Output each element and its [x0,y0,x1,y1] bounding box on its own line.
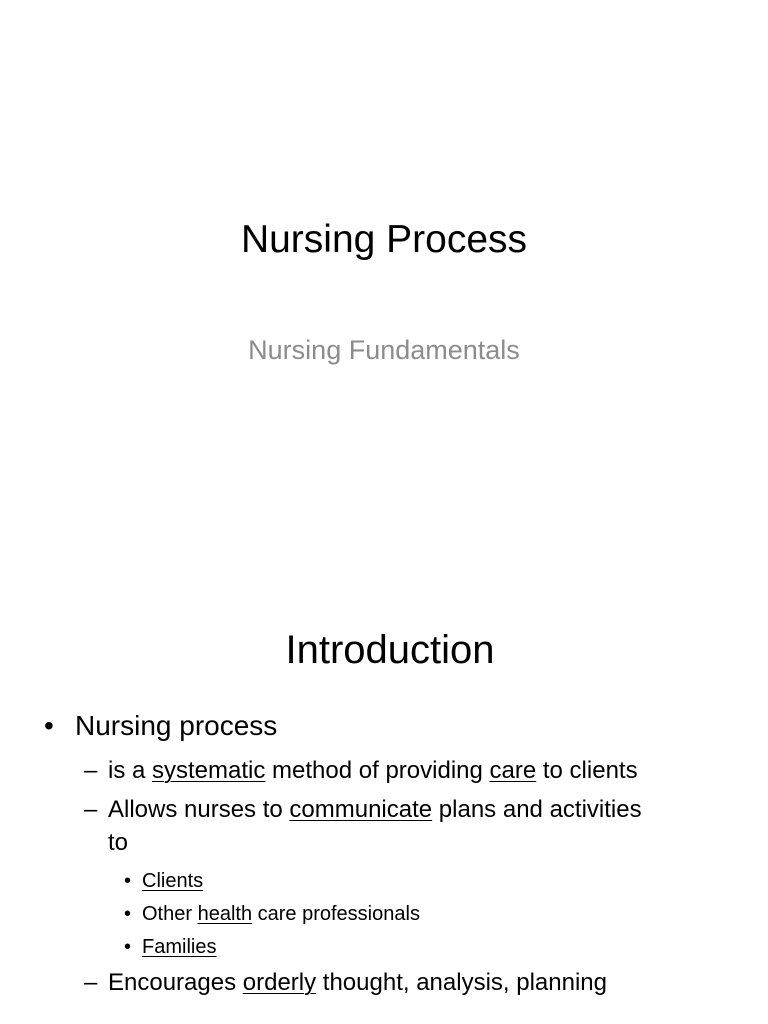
text-span: thought, analysis, planning [316,969,607,996]
link-care[interactable]: care [489,757,537,784]
introduction-heading: Introduction [285,628,495,672]
link-systematic[interactable]: systematic [152,757,266,784]
list-item-text: Nursing process [75,710,278,741]
list-item-text [108,757,638,785]
bullet-marker: • [124,936,132,958]
dash-marker: – [84,969,98,996]
text-span: Encourages [108,969,243,996]
text-span: plans and activities [432,796,642,823]
sub-item-text [142,903,420,926]
text-span: to clients [536,757,638,784]
bullet-marker: • [124,903,132,925]
text-span: is a [108,757,153,784]
link-orderly[interactable]: orderly [242,969,317,996]
text-span: care professionals [252,903,420,925]
slide-subtitle: Nursing Fundamentals [248,335,520,365]
list-item-text-continued: to [108,829,129,856]
text-span: Allows nurses to [108,796,290,823]
dash-marker: – [84,757,98,784]
link-families[interactable]: Families [142,936,217,958]
slide-title: Nursing Process [240,218,528,261]
list-item-text [108,796,642,824]
introduction-slide [0,576,768,1024]
bullet-marker: • [124,870,132,892]
link-communicate[interactable]: communicate [289,796,433,823]
text-span: method of providing [265,757,490,784]
link-clients[interactable]: Clients [142,870,204,892]
bullet-marker: • [44,710,54,741]
text-span: Other [142,903,198,925]
dash-marker: – [84,796,98,823]
list-item-text [108,969,607,997]
link-health[interactable]: health [197,903,253,925]
